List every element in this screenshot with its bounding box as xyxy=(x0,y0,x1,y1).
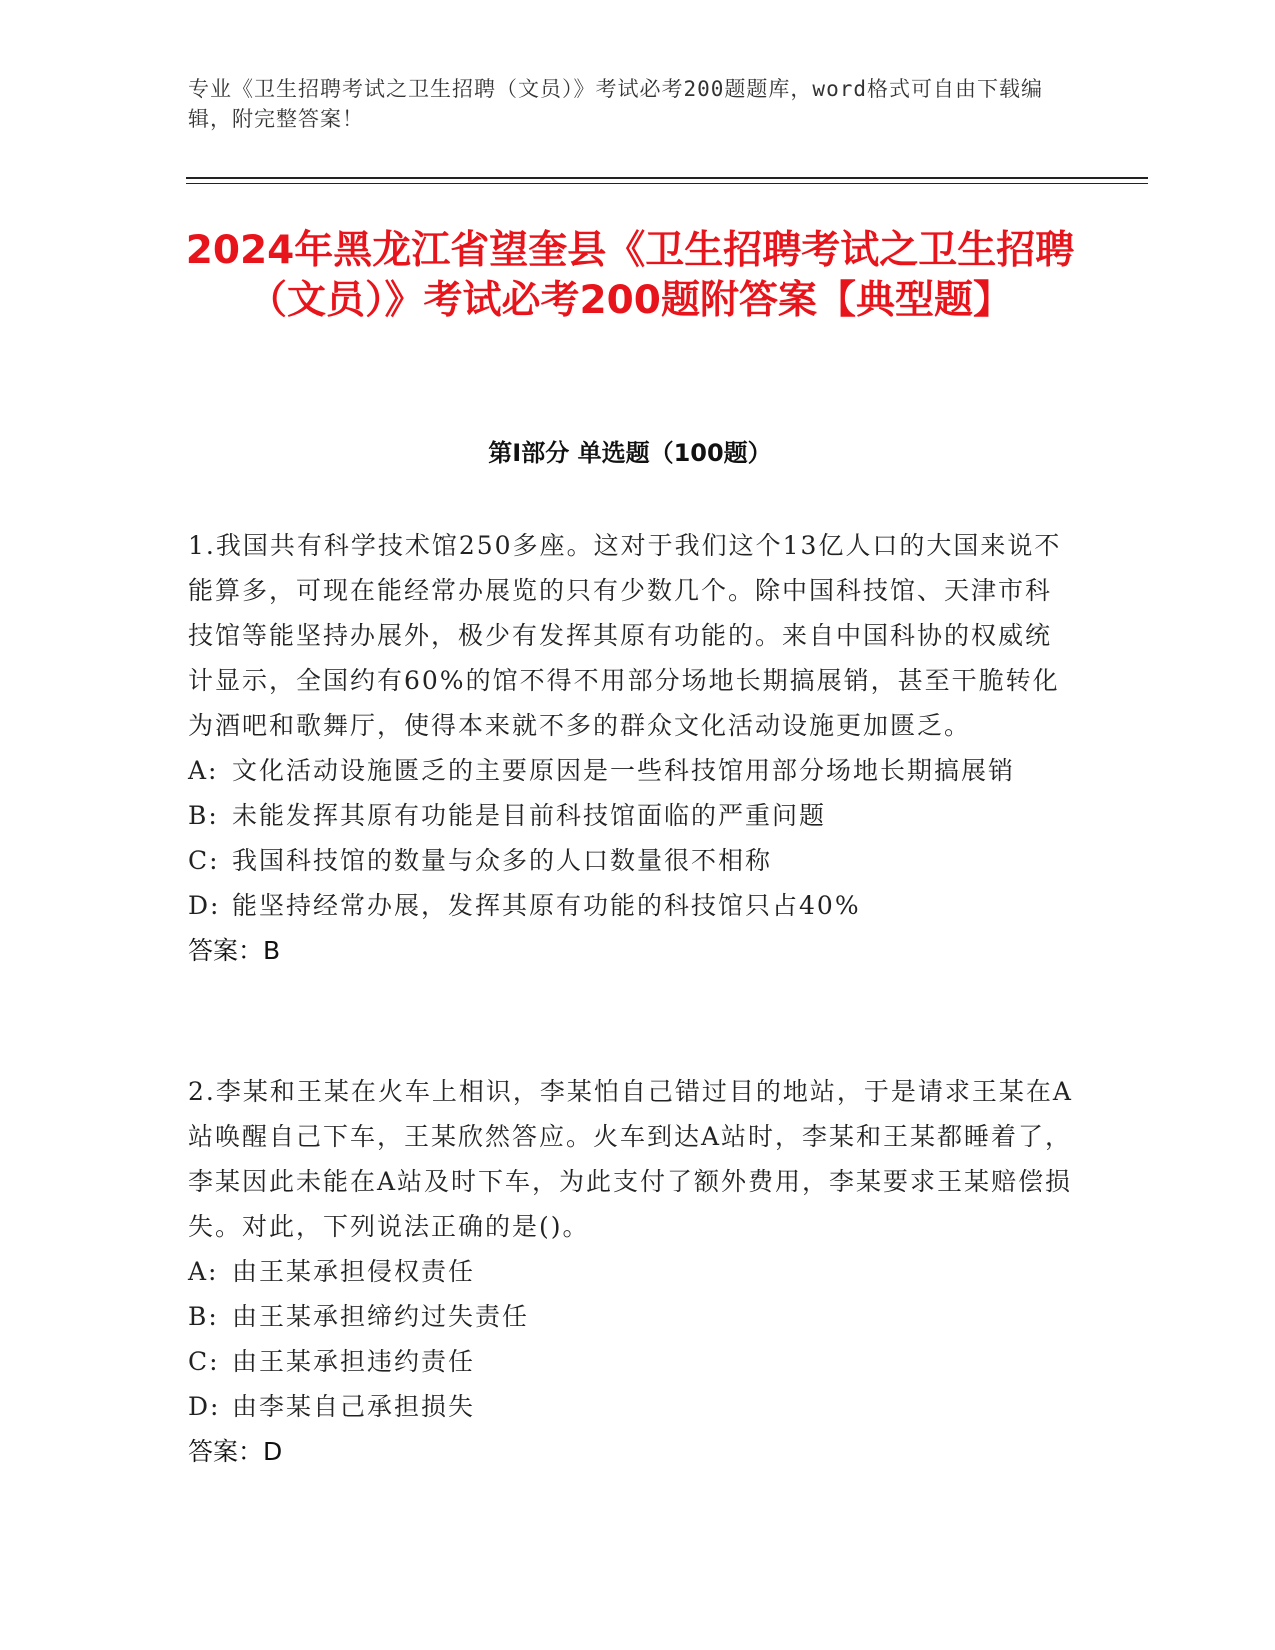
option-text: 我国科技馆的数量与众多的人口数量很不相称 xyxy=(232,846,773,875)
document-title: 2024年黑龙江省望奎县《卫生招聘考试之卫生招聘（文员）》考试必考200题附答案【典型题】 xyxy=(185,228,1075,323)
option-b xyxy=(188,1294,1078,1339)
question-stem: 2.李某和王某在火车上相识，李某怕自己错过目的地站，于是请求王某在A站唤醒自己下车，王某欣然答应。火车到达A站时，李某和王某都睡着了，李某因此未能在A站及时下车，为此支付了额外费用，李某要求王某赔偿损失。对此，下列说法正确的是()。 xyxy=(188,1077,1073,1241)
option-c xyxy=(188,838,1078,883)
option-text: 由李某自己承担损失 xyxy=(232,1392,476,1421)
option-d xyxy=(188,1384,1078,1429)
option-letter: D: xyxy=(188,1392,221,1421)
option-text: 由王某承担违约责任 xyxy=(232,1347,476,1376)
option-d xyxy=(188,883,1078,928)
option-text: 由王某承担侵权责任 xyxy=(232,1257,476,1286)
option-text: 由王某承担缔约过失责任 xyxy=(232,1302,530,1331)
option-letter: A: xyxy=(188,1257,219,1286)
header-divider-thin xyxy=(186,183,1148,184)
option-letter: C: xyxy=(188,1347,220,1376)
option-letter: A: xyxy=(188,756,219,785)
option-letter: B: xyxy=(188,801,219,830)
option-letter: B: xyxy=(188,1302,219,1331)
section-heading: 第I部分 单选题（100题） xyxy=(488,439,772,467)
question-1 xyxy=(188,523,1078,973)
header-divider-thick xyxy=(186,177,1148,179)
option-text: 文化活动设施匮乏的主要原因是一些科技馆用部分场地长期搞展销 xyxy=(232,756,1016,785)
option-a xyxy=(188,1249,1078,1294)
answer: 答案：B xyxy=(188,936,281,965)
header-note: 专业《卫生招聘考试之卫生招聘（文员）》考试必考200题题库，word格式可自由下载编辑，附完整答案！ xyxy=(188,77,1043,131)
question-2 xyxy=(188,1069,1078,1474)
answer: 答案：D xyxy=(188,1437,283,1466)
option-text: 未能发挥其原有功能是目前科技馆面临的严重问题 xyxy=(232,801,827,830)
option-text: 能坚持经常办展，发挥其原有功能的科技馆只占40% xyxy=(232,891,861,920)
option-a xyxy=(188,748,1078,793)
option-letter: D: xyxy=(188,891,221,920)
option-c xyxy=(188,1339,1078,1384)
question-stem: 1.我国共有科学技术馆250多座。这对于我们这个13亿人口的大国来说不能算多，可现在能经常办展览的只有少数几个。除中国科技馆、天津市科技馆等能坚持办展外，极少有发挥其原有功能的。来自中国科协的权威统计显示，全国约有60%的馆不得不用部分场地长期搞展销，甚至干脆转化为酒吧和歌舞厅，使得本来就不多的群众文化活动设施更加匮乏。 xyxy=(188,531,1062,740)
option-b xyxy=(188,793,1078,838)
option-letter: C: xyxy=(188,846,220,875)
